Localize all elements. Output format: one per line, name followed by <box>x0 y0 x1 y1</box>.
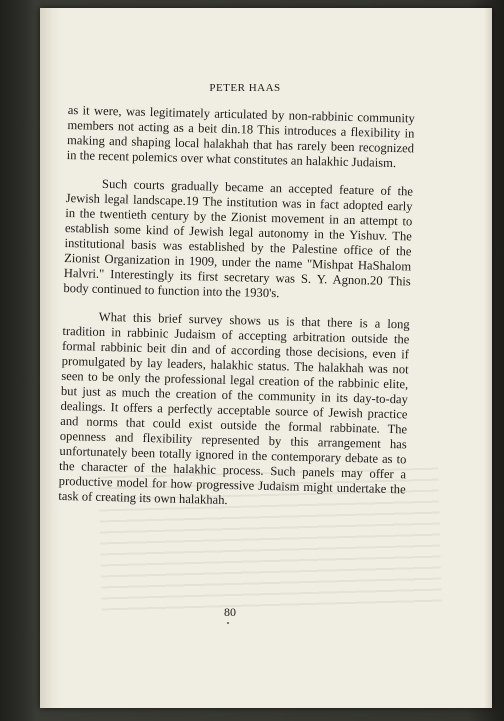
body-text <box>58 103 415 512</box>
page-edge-shadow <box>484 8 492 708</box>
paragraph-2: Such courts gradually became an accepted feature of the Jewish legal landscape.19 The institution was in fact adopted early in the twentieth century by the Zionist movement in an attempt to establish some kind of Jewish legal autonomy in the Yishuv. The institutional basis was established by the Palestine office of the Zionist Organization in 1909, under the name "Mishpat HaShalom Halvri." Interestingly its first secretary was S. Y. Agnon.20 This body continued to function into the 1930's. <box>63 176 414 301</box>
print-dot <box>227 622 229 624</box>
page-gutter-shadow <box>40 8 62 708</box>
paragraph-3: What this brief survey shows us is that there is a long tradition in rabbinic Judaism of accepting arbitration outside the formal rabbinic beit din and of according those decisions, even if promulgated by lay leaders, halakhic status. The halakhah was not seen to be only the professional legal creation of the rabbinic elite, but just as much the creation of the community in its day-to-day dealings. It offers a perfectly acceptable source of Jewish practice and norms that could exist outside the formal rabbinate. The openness and flexibility represented by this arrangement has unfortunately been totally ignored in the contemporary debate as to the character of the halakhic process. Such panels may offer a productive model for how progressive Judaism might undertake the task of creating its own halakhah. <box>58 309 410 508</box>
paragraph-1: as it were, was legitimately articulated by non-rabbinic community members not acting as a beit din.18 This introduces a flexibility in making and shaping local halakhah that has rarely been recognized in the recent polemics over what constitutes an halakhic Judaism. <box>66 103 415 171</box>
running-head: PETER HAAS <box>209 82 281 94</box>
page-number: 80 <box>224 605 236 619</box>
